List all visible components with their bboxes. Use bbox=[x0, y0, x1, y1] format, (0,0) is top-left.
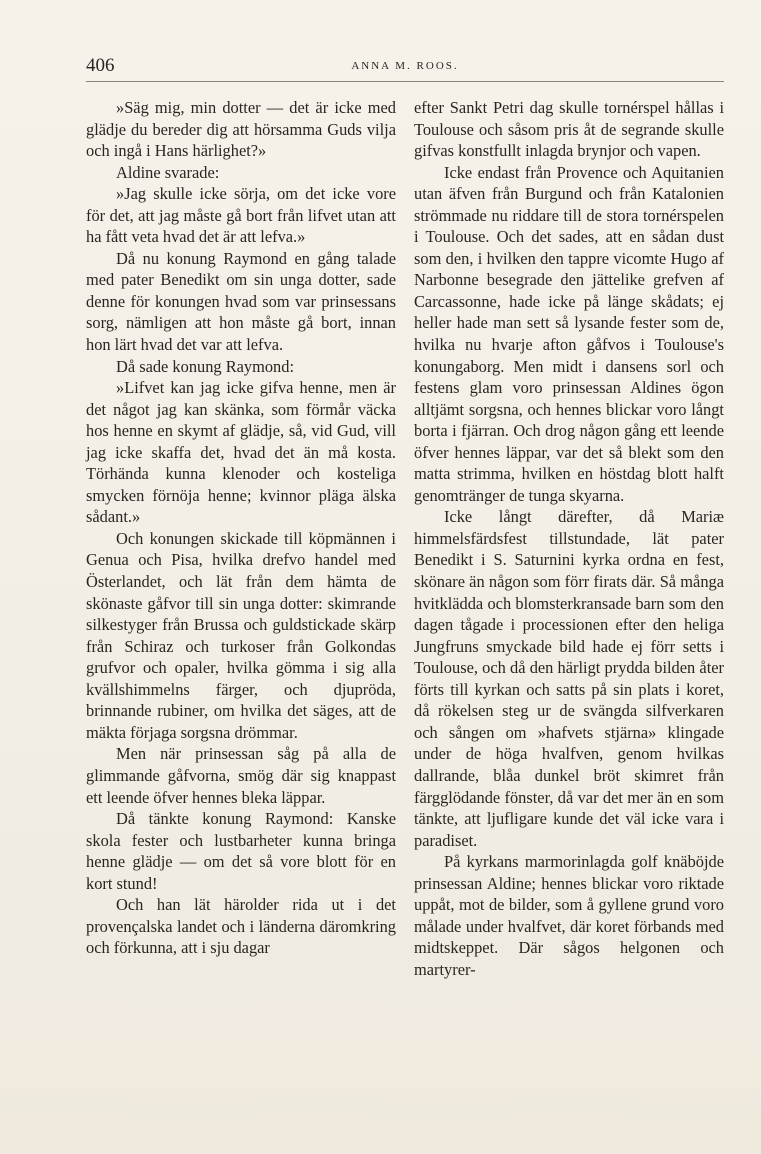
paragraph: »Lifvet kan jag icke gifva henne, men är det något jag kan skänka, som förmår väcka hos henne en skymt af glädje, så, vid Gud, vill jag icke skaffa det, hvad det än må kosta. Törhända kunna klenoder och kosteliga smycken förnöja henne; kvinnor pläga älska sådant.» bbox=[86, 378, 396, 527]
paragraph: På kyrkans marmorinlagda golf knäböjde prinsessan Aldine; hennes blickar voro riktade uppåt, mot de bilder, som å gyllene grund voro målade under hvalfvet, där koret förbands med midtskeppet. Där sågos helgonen och martyrer- bbox=[414, 852, 724, 979]
paragraph: »Säg mig, min dotter — det är icke med glädje du bereder dig att hörsamma Guds vilja och ingå i Hans härlighet?» bbox=[86, 98, 396, 161]
paragraph: Då tänkte konung Raymond: Kanske skola fester och lustbarheter kunna bringa henne glädje — om det så vore blott för en kort stund! bbox=[86, 809, 396, 893]
paragraph: Och konungen skickade till köpmännen i Genua och Pisa, hvilka drefvo handel med Österlandet, och lät från dem hämta de skönaste gåfvor till sin unga dotter: skimrande silkestyger från Brussa och guldstickade skärp från Schiraz och turkoser från Golkondas grufvor och opaler, hvilka gömma i sig alla kvällshimmelns färger, och djupröda, brinnande rubiner, om hvilka det säges, att de mäkta förjaga sorgsna drömmar. bbox=[86, 528, 396, 742]
running-head: ANNA M. ROOS. bbox=[351, 60, 459, 72]
left-column bbox=[86, 97, 396, 959]
paragraph: Icke långt därefter, då Mariæ himmelsfärdsfest tillstundade, lät pater Benedikt i S. Saturnini kyrka ordna en fest, skönare än någon som förr firats där. Så många hvitklädda och blomsterkransade barn som den dagen tågade i processionen efter den heliga Jungfruns smyckade bild hade ej förr setts i Toulouse, och då den härligt prydda bilden åter förts till kyrkan och satts på sin plats i koret, då rökelsen steg ur de svängda silfverkaren och sången om »hafvets stjärna» klingade under de höga hvalfven, genom hvilkas dallrande, blåa dunkel bröt skimret från färgglödande fönster, då var det mer än en som tänkte, att ljufligare kunde det väl icke vara i paradiset. bbox=[414, 507, 724, 850]
paragraph: Icke endast från Provence och Aquitanien utan äfven från Burgund och från Katalonien strömmade nu riddare till de stora tornérspelen i Toulouse. Och det sades, att en sådan dust som den, i hvilken den tappre vicomte Hugo af Narbonne besegrade den jättelike grefven af Carcassonne, hade icke på länge skådats; ej heller hade man sett så lysande fester som de, hvilka nu hvarje afton gåfvos i Toulouse's konungaborg. Men midt i dansens sorl och festens glam voro prinsessan Aldines ögon alltjämt sorgsna, och hennes blickar voro långt borta i fjärran. Och drog någon gång ett leende öfver hennes läppar, var det så blekt som den matta strimma, hvilken en höstdag blott halft genomtränger de tunga skyarna. bbox=[414, 162, 724, 505]
paragraph: Aldine svarade: bbox=[116, 162, 220, 182]
paragraph-continued: efter Sankt Petri dag skulle tornérspel hållas i Toulouse och såsom pris åt de segrande skulle gifvas konstfullt inlagda brynjor och vapen. bbox=[414, 98, 724, 161]
page-number: 406 bbox=[86, 55, 115, 76]
page-header bbox=[86, 55, 724, 82]
right-column bbox=[414, 97, 724, 980]
paragraph: »Jag skulle icke sörja, om det icke vore för det, att jag måste gå bort från lifvet utan att ha fått veta hvad det är att lefva.» bbox=[86, 184, 396, 247]
paragraph: Men när prinsessan såg på alla de glimmande gåfvorna, smög där sig knappast ett leende öfver hennes bleka läppar. bbox=[86, 744, 396, 807]
paragraph: Då sade konung Raymond: bbox=[116, 356, 294, 376]
paragraph: Då nu konung Raymond en gång talade med pater Benedikt om sin unga dotter, sade denne för konungen hvad som var prinsessans sorg, nämligen att hon måste gå bort, innan hon lärt hvad det var att lefva. bbox=[86, 248, 396, 355]
paragraph: Och han lät härolder rida ut i det provençalska landet och i länderna däromkring och förkunna, att i sju dagar bbox=[86, 895, 396, 958]
